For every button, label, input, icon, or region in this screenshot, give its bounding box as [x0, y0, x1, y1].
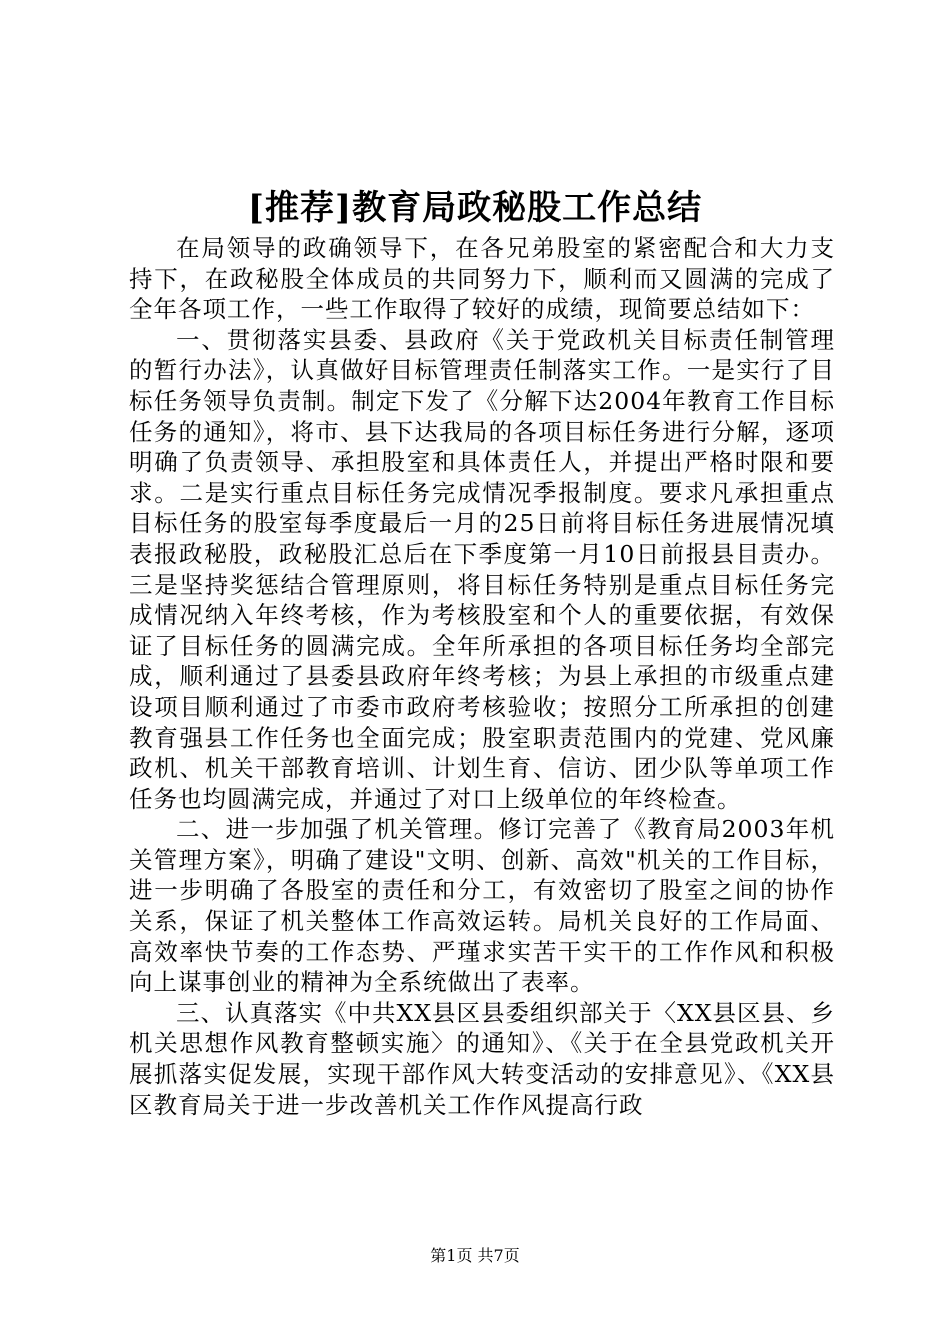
document-body — [129, 233, 835, 1120]
paragraph-section-3: 三、认真落实《中共XX县区县委组织部关于〈XX县区县、乡机关思想作风教育整顿实施〉的通知》、《关于在全县党政机关开展抓落实促发展，实现干部作风大转变活动的安排意见》、《XX县区教育局关于进一步改善机关工作作风提高行政 — [129, 998, 835, 1119]
page-number-footer: 第1页 共7页 — [430, 1246, 520, 1265]
paragraph-section-1: 一、贯彻落实县委、县政府《关于党政机关目标责任制管理的暂行办法》，认真做好目标管理责任制落实工作。一是实行了目标任务领导负责制。制定下发了《分解下达2004年教育工作目标任务的通知》，将市、县下达我局的各项目标任务进行分解，逐项明确了负责领导、承担股室和具体责任人，并提出严格时限和要求。二是实行重点目标任务完成情况季报制度。要求凡承担重点目标任务的股室每季度最后一月的25日前将目标任务进展情况填表报政秘股，政秘股汇总后在下季度第一月10日前报县目责办。三是坚持奖惩结合管理原则，将目标任务特别是重点目标任务完成情况纳入年终考核，作为考核股室和个人的重要依据，有效保证了目标任务的圆满完成。全年所承担的各项目标任务均全部完成，顺利通过了县委县政府年终考核；为县上承担的市级重点建设项目顺利通过了市委市政府考核验收；按照分工所承担的创建教育强县工作任务也全面完成；股室职责范围内的党建、党风廉政机、机关干部教育培训、计划生育、信访、团少队等单项工作任务也均圆满完成，并通过了对口上级单位的年终检查。 — [129, 325, 835, 813]
document-title: [推荐]教育局政秘股工作总结 — [247, 188, 703, 228]
paragraph-section-2: 二、进一步加强了机关管理。修订完善了《教育局2003年机关管理方案》，明确了建设"文明、创新、高效"机关的工作目标，进一步明确了各股室的责任和分工，有效密切了股室之间的协作关系，保证了机关整体工作高效运转。局机关良好的工作局面、高效率快节奏的工作态势、严瑾求实苦干实干的工作作风和积极向上谋事创业的精神为全系统做出了表率。 — [129, 815, 835, 997]
paragraph-intro: 在局领导的政确领导下，在各兄弟股室的紧密配合和大力支持下，在政秘股全体成员的共同努力下，顺利而又圆满的完成了全年各项工作，一些工作取得了较好的成绩，现简要总结如下： — [129, 234, 835, 324]
